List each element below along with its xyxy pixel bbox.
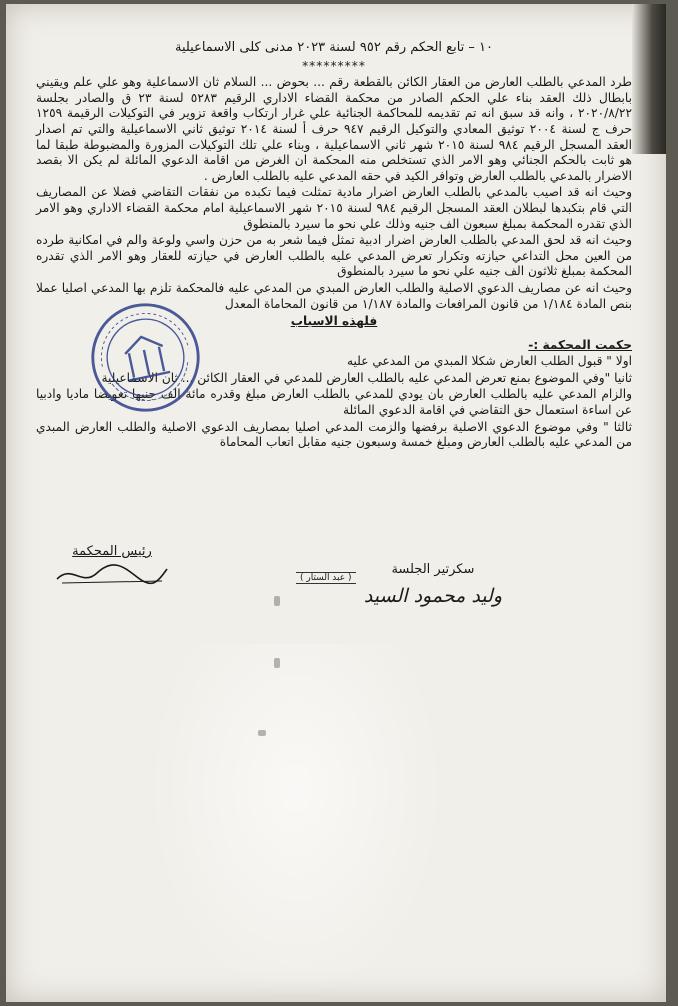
- ink-smudge: [274, 658, 280, 668]
- ink-smudge: [274, 596, 280, 606]
- verdict-item-1: اولا " قبول الطلب العارض شكلا المبدي من المدعي عليه: [346, 354, 632, 369]
- secretary-signature: وليد محمود السيد: [363, 585, 502, 607]
- header-stars: *********: [302, 58, 366, 73]
- paragraph-2: وحيث انه قد اصيب بالمدعي بالطلب العارض اضرار مادية تمثلت فيما تكبده من نفقات التقاضي فضلا عن المصاريف التي قام بتكبدها لبطلان العقد المسجل الرقيم ٩٨٤ لسنة ٢٠١٥ شهر الاسماعيلية امام محكمة القضاء الاداري وهو الامر الذي تقدره المحكمة بمبلغ سبعون الف جنيه وذلك علي نحو ما سيرد بالمنطوق: [36, 185, 632, 231]
- document-page: [6, 4, 666, 1002]
- paper-blank-area: [146, 644, 446, 1002]
- judge-signature-icon: [52, 559, 172, 589]
- paragraph-3: وحيث انه قد لحق المدعي بالطلب العارض اضرار ادبية تمثل فيما شعر به من حزن واسي ولوعة والم في امكانية طرده من العين محل التداعي حيازته وتكرار تعرض المدعي عليه بالطلب العارض في حيازته للعقار وهو الامر الذي تقدره المحكمة بمبلغ ثلاثون الف جنيه علي نحو ما سيرد بالمنطوق: [36, 233, 632, 279]
- reasons-heading: فلهذه الاسباب: [290, 314, 378, 329]
- judge-title: رئيس المحكمة: [72, 544, 152, 559]
- verdict-item-2: ثانيا "وفي الموضوع بمنع تعرض المدعي عليه بالطلب العارض للمدعي في العقار الكائن ... ثان الاسماعيلية: [101, 370, 632, 385]
- judge-block: [52, 544, 172, 593]
- secretary-title: سكرتير الجلسة: [391, 562, 475, 577]
- secretary-block: [364, 562, 502, 607]
- verdict-item-3: والزام المدعي عليه بالطلب العارض بان يودي للمدعي بالطلب العارض مبلغ وقدره مائة الف جنيها تعويضا ماديا وادبيا عن اساءة استعمال حق التقاضي في اقامة الدعوي المائلة: [36, 387, 632, 418]
- signature-area: [36, 544, 632, 634]
- stamp-label: ( عبد الستار ): [296, 572, 356, 584]
- paragraph-1: طرد المدعي بالطلب العارض من العقار الكائن بالقطعة رقم ... بحوض ... السلام ثان الاسماعلية وهو علي علم ويقيني بابطال ذلك العقد بناء علي الحكم الصادر من محكمة القضاء الاداري الرقيم ٥٢٨٣ لسنة ٢٣ ق والصادر بجلسة ٢٠٢٠/٨/٢٢ ، وانه قد سبق انه تم تقديمه للمحاكمة الجنائية علي غرار ارتكاب واقعة تزوير في التوكيلات الرقيمة ١٢٥٩ حرف ج لسنة ٢٠٠٤ توثيق المعادي والتوكيل الرقيم ٩٤٧ حرف أ لسنة ٢٠١٤ توثيق ثاني الاسماعيلية والتي تم اصدار العقد المسجل الرقيم ٩٨٤ لسنة ٢٠١٥ شهر ثاني الاسماعيلية ، وبناء علي تلك التوكيلات المزورة والمضبوطة طبقا لما هو ثابت بالحكم الجنائي وهو الامر الذي تستخلص منه المحكمة ان الغرض من اقامة الدعوي المائلة لم يكن الا بقصد الاضرار بالمدعي بالطلب العارض وتوافر الكيد في حقه المدعي عليه بالطلب العارض .: [36, 75, 633, 183]
- verdict-item-4: ثالثا " وفي موضوع الدعوي الاصلية برفضها والزمت المدعي اصليا بمصاريف الدعوي الاصلية والطلب العارض المبدي من المدعي عليه بالطلب العارض ومبلغ خمسة وسبعون جنيه مقابل اتعاب المحاماة: [36, 419, 632, 450]
- verdict-title: حكمت المحكمة :-: [528, 337, 632, 352]
- paragraph-4: وحيث انه عن مصاريف الدعوي الاصلية والطلب العارض المبدي من المدعي عليه فالمحكمة تلزم بها المدعي اصليا عملا بنص المادة ١/١٨٤ من قانون المرافعات والمادة ١/١٨٧ من قانون المحاماة المعدل: [36, 280, 632, 311]
- ink-smudge: [258, 730, 266, 736]
- binder-edge: [632, 4, 666, 154]
- court-seal-icon: [77, 289, 213, 425]
- page-header: ١٠ – تابع الحكم رقم ٩٥٢ لسنة ٢٠٢٣ مدنى كلى الاسماعيلية: [174, 40, 494, 55]
